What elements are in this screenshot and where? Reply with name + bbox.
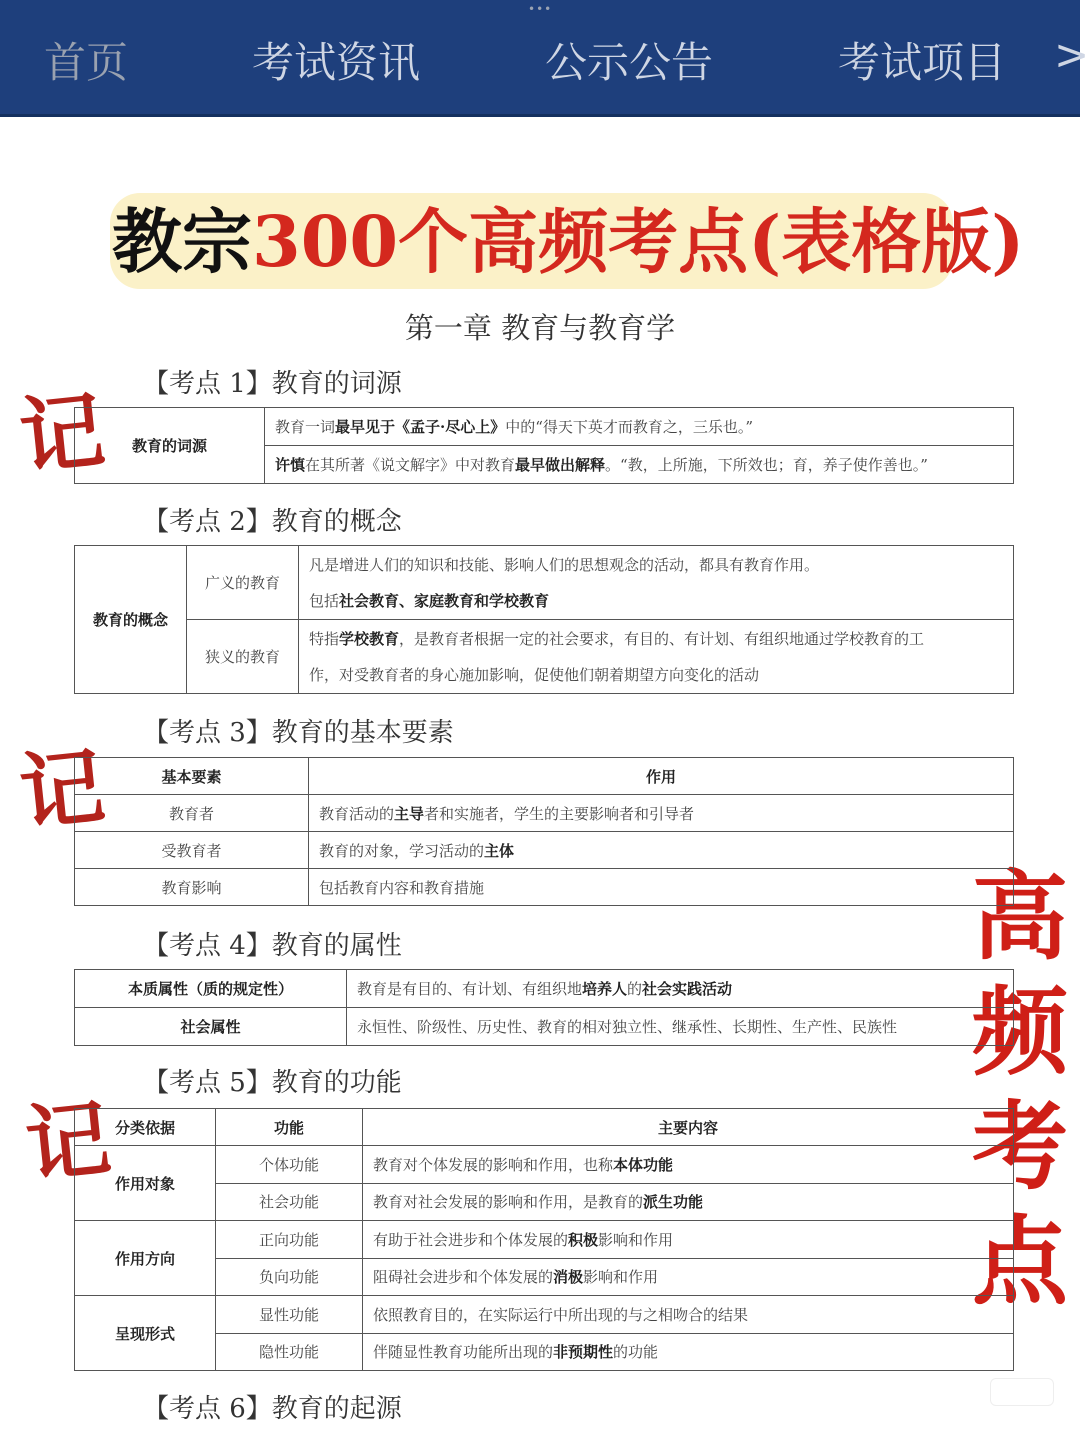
table-functions: [74, 1108, 1014, 1371]
chapter-heading: 第一章 教育与教育学: [404, 311, 676, 345]
table-cell: 狭义的教育: [187, 620, 299, 694]
table-cell: 负向功能: [216, 1258, 363, 1296]
nav-exam-projects[interactable]: 考试项目: [838, 38, 1007, 87]
table-cell: 有助于社会进步和个体发展的积极影响和作用: [363, 1221, 1014, 1259]
group-label: 作用方向: [75, 1221, 216, 1296]
row-label: 教育的词源: [75, 408, 265, 484]
table-cell: 伴随显性教育功能所出现的非预期性的功能: [363, 1333, 1014, 1371]
point-6-heading: 【考点 6】教育的起源: [143, 1394, 402, 1424]
table-cell: 许慎在其所著《说文解字》中对教育最早做出解释。“教，上所施，下所效也；育，养子使作善也。”: [265, 446, 1014, 484]
table-cell: 教育影响: [75, 869, 309, 906]
top-nav: [0, 0, 1089, 117]
side-char: 高: [972, 861, 1068, 973]
point-2-heading: 【考点 2】教育的概念: [143, 507, 402, 537]
row-label: 本质属性（质的规定性）: [75, 970, 347, 1008]
row-label: 社会属性: [75, 1008, 347, 1046]
table-cell: 教育者: [75, 795, 309, 832]
point-3-heading: 【考点 3】教育的基本要素: [143, 718, 454, 748]
ji-mark-1: 记: [15, 379, 109, 488]
table-cell: 包括教育内容和教育措施: [309, 869, 1014, 906]
table-cell: 永恒性、阶级性、历史性、教育的相对独立性、继承性、长期性、生产性、民族性: [347, 1008, 1014, 1046]
table-cell: 教育活动的主导者和实施者，学生的主要影响者和引导者: [309, 795, 1014, 832]
side-char: 考: [972, 1091, 1068, 1203]
table-cell: 教育对社会发展的影响和作用，是教育的派生功能: [363, 1183, 1014, 1221]
side-char: 频: [972, 976, 1068, 1088]
table-cell: 教育一词最早见于《孟子·尽心上》中的“得天下英才而教育之，三乐也。”: [265, 408, 1014, 446]
table-cell: 教育的对象，学习活动的主体: [309, 832, 1014, 869]
more-dots-icon: •••: [528, 2, 553, 16]
table-cell: 依照教育目的，在实际运行中所出现的与之相吻合的结果: [363, 1296, 1014, 1334]
table-cell: 广义的教育: [187, 546, 299, 620]
column-header: 分类依据: [75, 1109, 216, 1146]
nav-more-chevron-icon[interactable]: >: [1054, 30, 1089, 79]
table-cell: 个体功能: [216, 1146, 363, 1184]
nav-announcements[interactable]: 公示公告: [545, 38, 714, 87]
table-cell: 作，对受教育者的身心施加影响，促使他们朝着期望方向变化的活动: [299, 657, 1014, 694]
group-label: 呈现形式: [75, 1296, 216, 1371]
column-header: 主要内容: [363, 1109, 1014, 1146]
table-cell: 教育对个体发展的影响和作用，也称本体功能: [363, 1146, 1014, 1184]
column-header: 基本要素: [75, 758, 309, 795]
table-cell: 受教育者: [75, 832, 309, 869]
table-cell: 显性功能: [216, 1296, 363, 1334]
title-part-1: 教宗: [112, 200, 252, 283]
table-cell: 正向功能: [216, 1221, 363, 1259]
group-label: 作用对象: [75, 1146, 216, 1221]
point-1-heading: 【考点 1】教育的词源: [143, 369, 402, 399]
table-cell: 隐性功能: [216, 1333, 363, 1371]
nav-exam-news[interactable]: 考试资讯: [252, 38, 421, 87]
watermark-badge: [990, 1378, 1054, 1406]
side-char: 点: [972, 1206, 1068, 1318]
table-cell: 教育是有目的、有计划、有组织地培养人的社会实践活动: [347, 970, 1014, 1008]
row-label: 教育的概念: [75, 546, 187, 694]
nav-home[interactable]: 首页: [44, 38, 129, 87]
ji-mark-3: 记: [21, 1087, 115, 1196]
table-cell: 社会功能: [216, 1183, 363, 1221]
table-concept: [74, 545, 1014, 694]
column-header: 功能: [216, 1109, 363, 1146]
column-header: 作用: [309, 758, 1014, 795]
point-4-heading: 【考点 4】教育的属性: [143, 931, 402, 961]
table-attributes: [74, 969, 1014, 1046]
table-cell: 包括社会教育、家庭教育和学校教育: [299, 583, 1014, 620]
table-elements: [74, 757, 1014, 906]
table-cell: 凡是增进人们的知识和技能、影响人们的思想观念的活动，都具有教育作用。: [299, 546, 1014, 583]
ji-mark-2: 记: [15, 735, 109, 844]
title-part-2: 300个高频考点(表格版): [252, 200, 1025, 283]
table-etymology: [74, 407, 1014, 484]
table-cell: 特指学校教育，是教育者根据一定的社会要求，有目的、有计划、有组织地通过学校教育的工: [299, 620, 1014, 657]
table-cell: 阻碍社会进步和个体发展的消极影响和作用: [363, 1258, 1014, 1296]
point-5-heading: 【考点 5】教育的功能: [143, 1068, 402, 1098]
page-title: [112, 198, 1025, 286]
